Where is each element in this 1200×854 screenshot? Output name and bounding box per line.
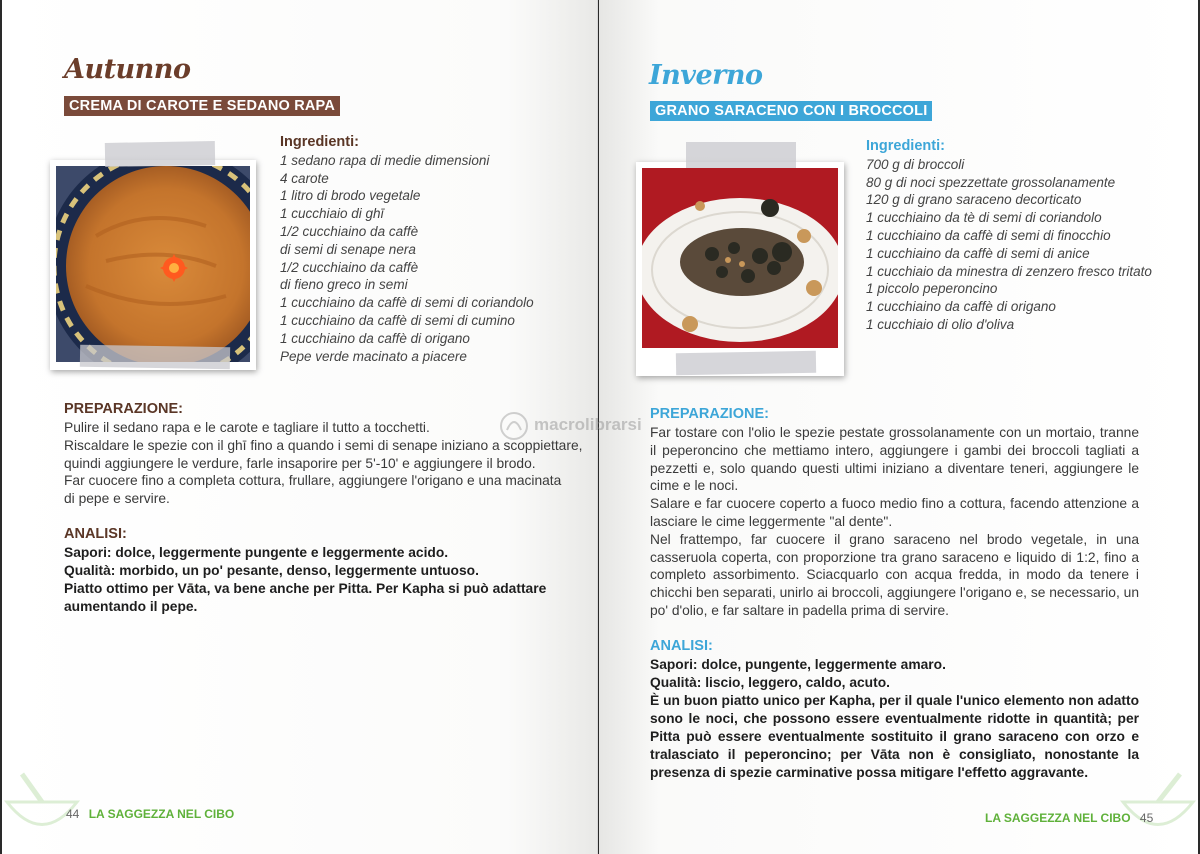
running-title: LA SAGGEZZA NEL CIBO [985,811,1131,825]
recipe-photo [636,162,844,376]
ingredient-item: 1 piccolo peperoncino [866,281,998,297]
ingredient-item: 80 g di noci spezzettate grossolanamente [866,174,1116,190]
analysis-line: Qualità: liscio, leggero, caldo, acuto. [650,675,890,690]
preparation-line: di pepe e servire. [64,491,170,507]
analysis-text [64,544,564,616]
analysis-line: Sapori: dolce, leggermente pungente e leggermente acido. [64,545,449,560]
ingredient-item: 1 litro di brodo vegetale [280,188,421,204]
preparation-text [650,424,1139,620]
ingredient-item: 1/2 cucchiaino da caffè [280,259,419,275]
analysis-line: Qualità: morbido, un po' pesante, denso, leggermente untuoso. [64,563,479,578]
preparation-line: Riscaldare le spezie con il ghī fino a quando i semi di senape iniziano a scoppiettare, [64,437,583,453]
page-footer [60,807,234,821]
preparation-paragraph: Salare e far cuocere coperto a fuoco medio fino a cottura, facendo attenzione a lasciare le cime leggermente "al dente". [650,496,1139,529]
page-number: 45 [1139,811,1154,825]
ingredient-item: 1 cucchiaino da caffè di origano [280,330,470,346]
ingredient-item: 120 g di grano saraceno decorticato [866,192,1082,208]
page-footer [985,811,1159,825]
season-title: Inverno [649,60,763,91]
preparation-heading: PREPARAZIONE: [650,406,769,422]
analysis-heading: ANALISI: [64,526,127,542]
ingredient-item: 1 cucchiaio di olio d'oliva [866,316,1015,332]
preparation-heading: PREPARAZIONE: [64,401,183,417]
watermark [498,408,648,444]
analysis-line: Sapori: dolce, pungente, leggermente amaro. [650,657,946,672]
ingredient-item: 1 cucchiaino da caffè di origano [866,299,1056,315]
preparation-line: quindi aggiungere le verdure, farle insaporire per 5'-10' e aggiungere il brodo. [64,455,536,471]
ingredient-item: 1 cucchiaino da caffè di semi di anice [866,245,1090,261]
preparation-text [64,419,583,508]
soup-image [56,166,250,362]
right-page [599,0,1198,854]
analysis-text [650,656,1139,782]
ingredient-item: 1 cucchiaino da caffè di semi di finocchio [866,227,1111,243]
tape-bottom [80,345,230,370]
ingredients-heading: Ingredienti: [866,138,945,154]
tape-bottom [676,351,816,375]
buckwheat-image [642,168,838,348]
ingredient-item: di fieno greco in semi [280,277,408,293]
ingredients-list [866,138,1186,334]
ingredient-item: 1/2 cucchiaino da caffè [280,223,419,239]
ingredient-item: 4 carote [280,170,329,186]
ingredient-item: 1 cucchiaino da caffè di semi di coriandolo [280,295,534,311]
ingredient-item: 1 cucchiaio da minestra di zenzero fresco tritato [866,263,1152,279]
preparation-line: Pulire il sedano rapa e le carote e tagliare il tutto a tocchetti. [64,420,430,435]
recipe-title: GRANO SARACENO CON I BROCCOLI [650,101,932,121]
page-number: 44 [66,807,80,821]
season-title: Autunno [64,54,191,85]
ingredient-item: 1 cucchiaino da caffè di semi di cumino [280,312,515,328]
ingredient-item: Pepe verde macinato a piacere [280,348,467,364]
mortar-icon [1118,772,1198,842]
preparation-paragraph: Nel frattempo, far cuocere il grano saraceno nel brodo vegetale, in una casseruola coperta, con proporzione tra grano saraceno e liquido di 1:2, fino a completo assorbimento. Sciacquarlo con acqua fredda, in modo da tenere i chicchi ben separati, unirlo ai broccoli, aggiungere l'origano e, se necessario, un po' d'olio, e far saltare in padella prima di servire. [650,531,1139,618]
running-title: LA SAGGEZZA NEL CIBO [88,807,235,821]
ingredient-item: 700 g di broccoli [866,156,965,172]
recipe-photo [50,160,256,370]
analysis-line: aumentando il pepe. [64,599,198,614]
recipe-title: CREMA DI CAROTE E SEDANO RAPA [64,96,340,116]
ingredient-item: 1 cucchiaio di ghī [280,206,384,222]
ingredient-item: 1 cucchiaino da tè di semi di coriandolo [866,210,1102,226]
preparation-line: Far cuocere fino a completa cottura, frullare, aggiungere l'origano e una macinata [64,473,562,489]
ingredients-list [280,134,580,365]
watermark-text: macrolibrarsi [534,415,642,434]
ingredients-heading: Ingredienti: [280,134,359,150]
analysis-line: Piatto ottimo per Vāta, va bene anche per Pitta. Per Kapha si può adattare [64,581,547,596]
ingredient-item: 1 sedano rapa di medie dimensioni [280,152,490,168]
analysis-heading: ANALISI: [650,638,713,654]
tape-top [105,141,215,167]
ingredient-item: di semi di senape nera [280,241,416,257]
analysis-line: È un buon piatto unico per Kapha, per il quale l'unico elemento non adatto sono le noci, che possono essere eventualmente ridotte in quantità; per Pitta può essere eventualmente sostituito il grano saraceno con orzo e tralasciato il peperoncino; per Vāta non è consigliato, nonostante la presenza di spezie carminative possa mitigare l'effetto aggravante. [650,693,1139,780]
preparation-paragraph: Far tostare con l'olio le spezie pestate grossolanamente con un mortaio, tranne il peperoncino che mettiamo intero, aggiungere i gambi dei broccoli tagliati a pezzetti e, solo quando questi ultimi iniziano a diventare teneri, aggiungere le cime e le noci. [650,425,1139,494]
tape-top [686,142,796,168]
